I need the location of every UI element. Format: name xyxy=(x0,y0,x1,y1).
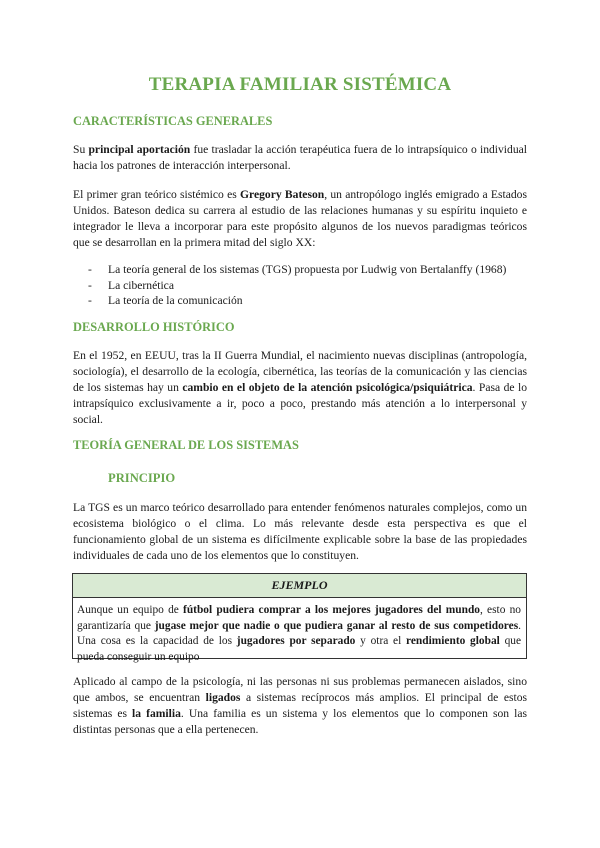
text-run: El primer gran teórico sistémico es xyxy=(73,188,241,201)
list-item-text: La teoría general de los sistemas (TGS) propuesta por Ludwig von Bertalanffy (1968) xyxy=(108,263,507,276)
text-run: Aunque un equipo de xyxy=(77,604,184,616)
text-run: , un antropólogo inglés emigrado a Estados Unidos. Bateson dedica su carrera al estudio de las relaciones humanas y su espíritu inquieto e integrador le lleva a incorporar para este propósito algunos de los nuevos paradigmas teóricos que se desarrollan en la primera mitad del siglo XX: xyxy=(73,188,527,249)
text-run: . Una cosa es la capacidad de los xyxy=(77,619,521,647)
bold-run: principal aportación xyxy=(88,143,191,156)
text-run: , esto no garantizaría que xyxy=(77,604,521,632)
bold-run: rendimiento global xyxy=(406,635,500,647)
list-item-text: La cibernética xyxy=(108,278,174,292)
list-item xyxy=(88,278,506,294)
dash-bullet: - xyxy=(88,263,92,276)
paradigms-list xyxy=(88,262,506,309)
text-run: Su xyxy=(73,143,89,156)
paragraph-aportacion xyxy=(73,142,527,174)
text-run: . Pasa de lo intrapsíquico exclusivamente a ir, poco a poco, prestando más atención a lo interpersonal y social. xyxy=(73,381,527,426)
text-run: y otra el xyxy=(355,635,407,647)
text-run: que pueda conseguir un equipo xyxy=(77,635,522,663)
paragraph-bateson xyxy=(73,187,527,251)
bold-run: Gregory Bateson xyxy=(240,188,325,201)
text-run: fue trasladar la acción terapéutica fuera de lo intrapsíquico o individual hacia los patrones de interacción interpersonal. xyxy=(73,143,527,172)
bold-run: jugadores por separado xyxy=(236,635,356,647)
document-title: TERAPIA FAMILIAR SISTÉMICA xyxy=(148,74,452,95)
list-item-text: La teoría de la comunicación xyxy=(108,294,243,307)
list-item xyxy=(88,293,506,309)
bold-run: cambio en el objeto de la atención psicológica/psiquiátrica xyxy=(182,381,473,394)
subheading-principio: PRINCIPIO xyxy=(108,471,176,485)
bold-run: jugase mejor que nadie o que pudiera ganar al resto de sus competidores xyxy=(154,619,519,632)
dash-bullet: - xyxy=(88,278,92,292)
example-heading: EJEMPLO xyxy=(73,574,526,598)
text-run: En el 1952, en EEUU, tras la II Guerra Mundial, el nacimiento nuevas disciplinas (antropología, sociología), el desarrollo de la ecología, cibernética, las teorías de la comunicación y las ciencias de los sistemas hay un xyxy=(73,349,527,394)
bold-run: ligados xyxy=(205,691,241,704)
text-run: Aplicado al campo de la psicología, ni las personas ni sus problemas permanecen aislados, sino que ambos, se encuentran xyxy=(73,675,527,704)
text-run: . Una familia es un sistema y los elementos que lo componen son las distintas personas que a ella pertenecen. xyxy=(73,707,527,736)
text-run: a sistemas recíprocos más amplios. El principal de estos sistemas es xyxy=(73,691,528,720)
heading-caracteristicas: CARACTERÍSTICAS GENERALES xyxy=(73,114,273,128)
example-box xyxy=(72,573,527,663)
paragraph-familia xyxy=(73,674,527,738)
list-item xyxy=(88,262,506,278)
bold-run: la familia xyxy=(132,707,181,720)
paragraph-tgs: La TGS es un marco teórico desarrollado para entender fenómenos naturales complejos, como un ecosistema biológico o el clima. Lo más relevante desde esta perspectiva es que el funcionamiento global de un sistema es difícilmente explicable sobre la base de las propiedades individuales de cada uno de los elementos que lo constituyen. xyxy=(73,501,527,562)
bold-run: fútbol pudiera comprar a los mejores jugadores del mundo xyxy=(183,604,480,616)
example-text xyxy=(73,598,526,665)
heading-tgs: TEORÍA GENERAL DE LOS SISTEMAS xyxy=(73,438,299,452)
paragraph-desarrollo xyxy=(73,348,527,428)
dash-bullet: - xyxy=(88,294,92,307)
heading-desarrollo: DESARROLLO HISTÓRICO xyxy=(73,320,235,334)
